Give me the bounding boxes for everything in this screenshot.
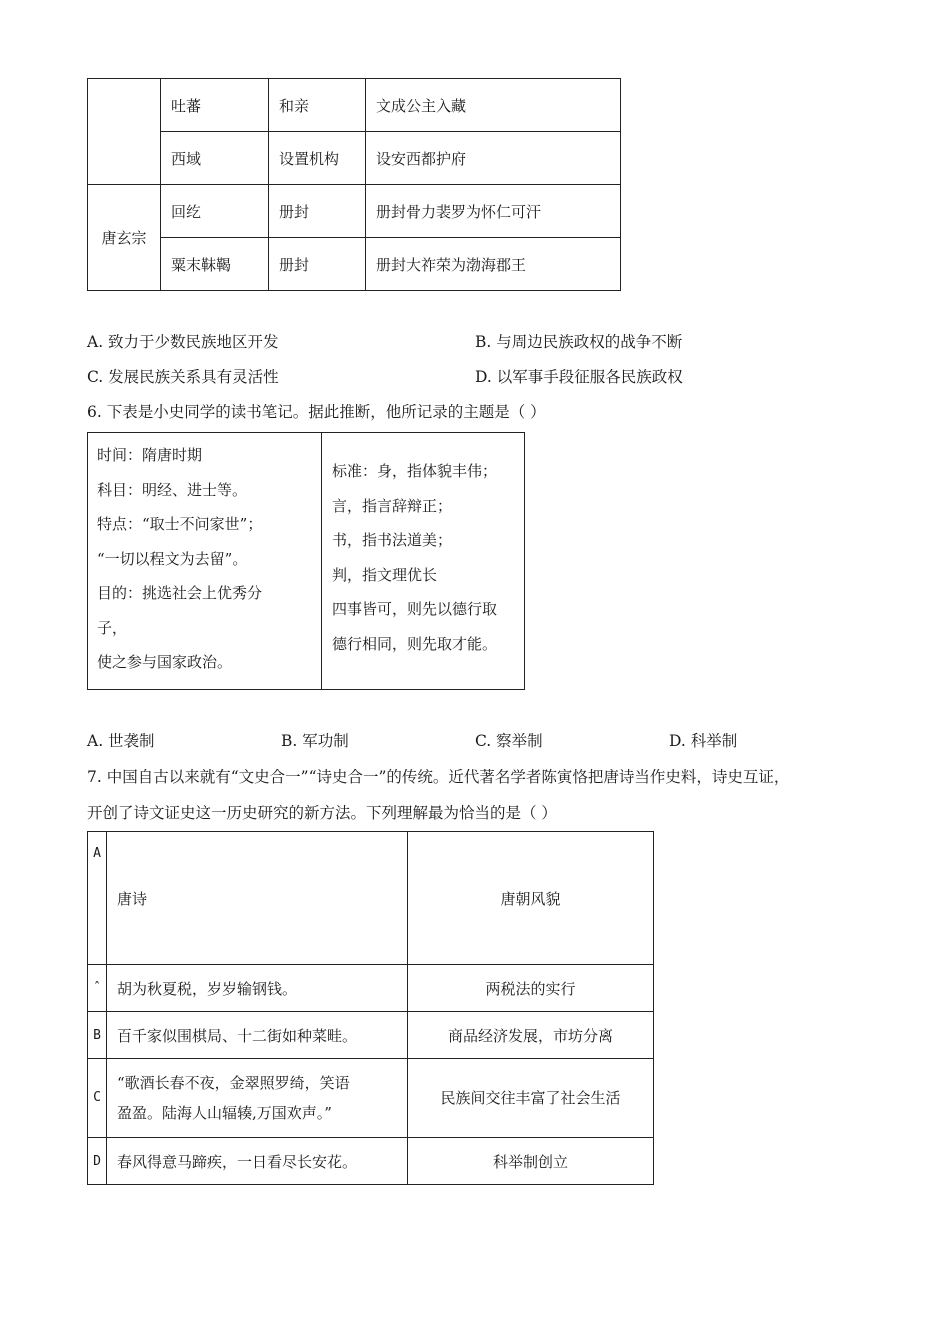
scene-cell: 商品经济发展，市坊分离	[408, 1012, 654, 1059]
reading-notes-table	[87, 432, 525, 690]
poem-cell: 百千家似围棋局、十二街如种菜畦。	[107, 1012, 408, 1059]
event-cell: 文成公主入藏	[366, 79, 621, 132]
q5-option-b[interactable]: B. 与周边民族政权的战争不断	[475, 333, 683, 351]
poem-line: “歌酒长春不夜，金翠照罗绮，笑语	[117, 1074, 350, 1092]
row-key: B	[88, 1012, 107, 1059]
note-line: 目的：挑选社会上优秀分	[97, 584, 263, 602]
scene-cell: 科举制创立	[408, 1138, 654, 1185]
note-line: 判，指文理优长	[332, 565, 438, 584]
q6-option-a[interactable]: A. 世袭制	[87, 732, 155, 750]
note-line: “一切以程文为去留”。	[97, 549, 248, 568]
q6-stem: 6. 下表是小史同学的读书笔记。据此推断，他所记录的主题是（ ）	[87, 403, 546, 421]
policy-cell: 册封	[269, 238, 366, 291]
notes-left-cell	[88, 433, 322, 690]
era-cell: 唐玄宗	[88, 185, 161, 291]
note-line: 言，指言辞辩正；	[332, 496, 453, 515]
policy-cell: 设置机构	[269, 132, 366, 185]
note-line: 书，指书法道美；	[332, 531, 453, 549]
q7-stem-line-2: 开创了诗文证史这一历史研究的新方法。下列理解最为恰当的是（ ）	[87, 804, 557, 822]
event-cell: 册封大祚荣为渤海郡王	[366, 238, 621, 291]
policy-cell: 和亲	[269, 79, 366, 132]
event-cell: 设安西都护府	[366, 132, 621, 185]
poem-cell: 春风得意马蹄疾，一日看尽长安花。	[107, 1138, 408, 1185]
event-cell: 册封骨力裴罗为怀仁可汗	[366, 185, 621, 238]
row-key: A	[88, 832, 107, 965]
q6-option-d[interactable]: D. 科举制	[669, 732, 738, 750]
row-key: D	[88, 1138, 107, 1185]
poem-cell: 胡为秋夏税，岁岁输钢钱。	[107, 965, 408, 1012]
poem-line: 盈盈。陆海人山辐辏,万国欢声。”	[117, 1104, 332, 1122]
q5-option-d[interactable]: D. 以军事手段征服各民族政权	[475, 368, 683, 386]
q5-option-c[interactable]: C. 发展民族关系具有灵活性	[87, 368, 279, 386]
poem-cell	[107, 1059, 408, 1138]
region-cell: 粟末靺鞨	[161, 238, 269, 291]
row-key: C	[88, 1059, 107, 1138]
scene-cell: 民族间交往丰富了社会生活	[408, 1059, 654, 1138]
q6-option-c[interactable]: C. 察举制	[475, 732, 543, 750]
row-key: ˆ	[88, 965, 107, 1012]
note-line: 使之参与国家政治。	[97, 653, 233, 671]
region-cell: 回纥	[161, 185, 269, 238]
scene-cell: 两税法的实行	[408, 965, 654, 1012]
note-line: 时间：隋唐时期	[97, 446, 203, 464]
era-cell	[88, 79, 161, 185]
notes-right-cell	[322, 433, 525, 690]
note-line: 科目：明经、进士等。	[97, 480, 248, 499]
q6-option-b[interactable]: B. 军功制	[281, 732, 349, 750]
note-line: 特点：“取士不问家世”；	[97, 515, 263, 533]
q5-option-a[interactable]: A. 致力于少数民族地区开发	[87, 333, 279, 351]
policy-cell: 册封	[269, 185, 366, 238]
q7-stem-line-1: 7. 中国自古以来就有“文史合一”“诗史合一”的传统。近代著名学者陈寅恪把唐诗当作史料，诗史互证，	[87, 768, 790, 786]
note-line: 四事皆可，则先以德行取	[332, 600, 498, 618]
note-line: 子，	[97, 618, 128, 637]
note-line: 德行相同，则先取才能。	[332, 634, 498, 653]
region-cell: 西域	[161, 132, 269, 185]
poem-header: 唐诗	[107, 832, 408, 965]
note-line: 标准：身，指体貌丰伟；	[332, 462, 498, 480]
ethnic-policy-table	[87, 78, 621, 291]
poem-history-table	[87, 831, 654, 1185]
region-cell: 吐蕃	[161, 79, 269, 132]
scene-header: 唐朝风貌	[408, 832, 654, 965]
